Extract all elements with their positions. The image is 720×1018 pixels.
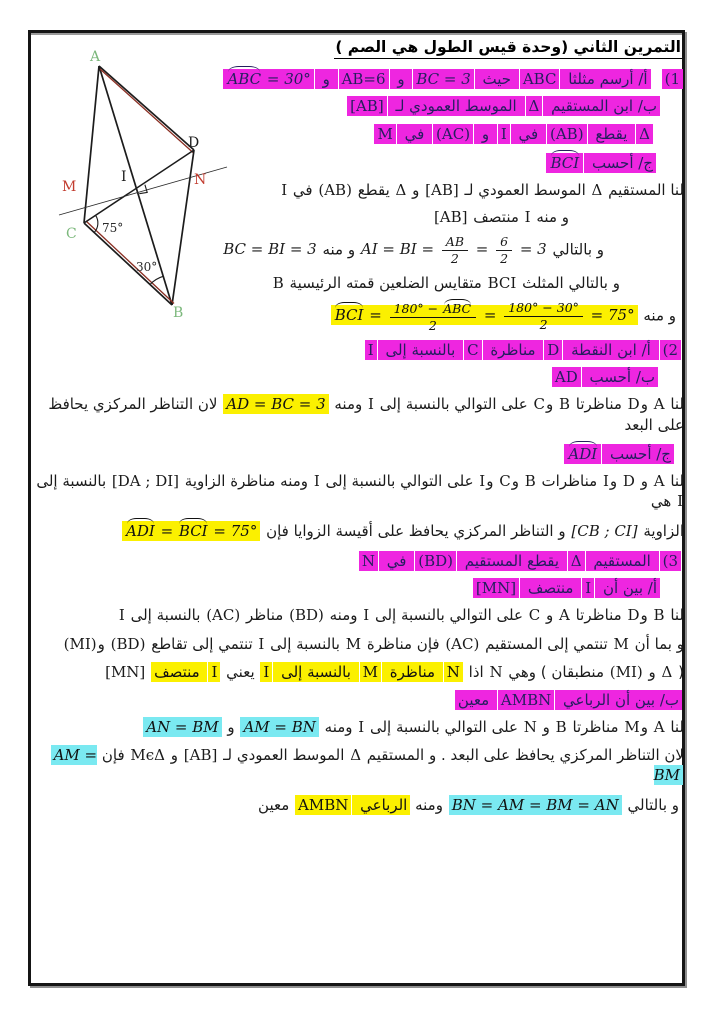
text-segment: هي	[650, 492, 677, 511]
text-segment: على التوالي بالنسبة إلى	[320, 472, 479, 490]
highlighted-text: AM = BM	[51, 745, 683, 785]
text-segment: تنتمي إلى تقاطع	[146, 634, 258, 653]
text-segment: و	[166, 745, 183, 764]
text-segment: و	[97, 634, 110, 653]
text-segment: [MN]	[105, 662, 146, 681]
highlighted-text: (BD)	[415, 551, 456, 571]
text-segment: [AB]	[425, 181, 459, 199]
text-segment: و	[541, 606, 558, 625]
text-segment: و	[537, 718, 555, 737]
text-segment: B	[272, 273, 284, 292]
text-segment: I	[677, 492, 683, 511]
text-segment: D	[627, 395, 640, 414]
text-line	[36, 442, 674, 464]
text-line	[36, 690, 682, 710]
text-segment: AI = BI = $\frac{AB}{2}$ = $\frac{6}{2}$ = 3	[360, 233, 547, 266]
text-segment: [AB]	[183, 745, 218, 764]
text-segment: I	[602, 472, 609, 490]
highlighted-text: ج/ أحسب	[584, 153, 656, 173]
highlighted-text: AM = BN	[240, 717, 318, 737]
text-segment: (	[673, 662, 684, 681]
text-line	[36, 519, 684, 541]
text-segment: I	[258, 634, 265, 653]
highlighted-text: ABC	[520, 69, 560, 89]
text-segment: متقايس الضلعين قمته الرئيسية	[284, 273, 487, 292]
text-segment: و التناظر المركزي يحافظ على أقيسة الزوايا فإن	[261, 521, 571, 540]
highlighted-text: N	[359, 551, 378, 571]
highlighted-text: (AB)	[547, 124, 587, 144]
text-segment: و بالتالي المثلث	[517, 273, 620, 292]
highlighted-text: أ/ أرسم مثلثا	[560, 69, 650, 89]
highlighted-text: AB=6	[339, 69, 389, 89]
highlighted-text: مناظرة	[382, 662, 443, 682]
text-segment: و منه	[638, 306, 676, 325]
fraction: $\frac{AB}{2}$	[442, 235, 468, 266]
highlighted-text: مناظرة	[483, 340, 544, 360]
text-segment: يعني	[221, 662, 260, 681]
highlighted-text: C	[464, 340, 481, 360]
text-segment: الموسط العمودي لـ	[459, 181, 591, 199]
text-segment: (MI)	[63, 634, 97, 653]
text-line	[36, 471, 684, 512]
text-segment: و بما أن	[629, 634, 684, 653]
highlighted-text: [MN]	[473, 578, 519, 598]
highlighted-text: [AB]	[347, 96, 387, 116]
text-segment: لنا	[665, 472, 684, 490]
text-segment: I	[281, 181, 288, 199]
text-segment: منطبقان ) وهي	[503, 662, 609, 681]
text-segment: (AC)	[445, 634, 480, 653]
highlighted-text: ABC = 30°	[223, 69, 313, 89]
highlighted-text: و	[315, 69, 338, 89]
text-segment: Δ	[661, 662, 673, 681]
text-line	[36, 273, 620, 293]
text-segment: I	[479, 472, 486, 490]
text-segment: ومنه	[319, 718, 358, 737]
highlighted-text: (3	[660, 551, 681, 571]
text-segment: I	[358, 718, 365, 737]
page-title: التمرين الثاني (وحدة قيس الطول هي الصم )	[334, 38, 682, 59]
figure-label-D: D	[188, 135, 200, 151]
text-segment: Δ	[591, 181, 603, 199]
text-segment: MϵΔ	[130, 745, 166, 764]
text-segment: و	[640, 606, 653, 625]
highlighted-text: (1	[662, 69, 683, 89]
highlighted-text: AN = BM	[143, 717, 221, 737]
highlighted-text: I	[365, 340, 377, 360]
text-segment: تنتمي إلى المستقيم	[480, 634, 613, 653]
figure-label-M: M	[62, 179, 77, 195]
text-line	[36, 717, 684, 737]
highlighted-text: Δ	[636, 124, 653, 144]
text-segment: مناظرتا	[570, 606, 627, 625]
text-segment: BC = BI = 3	[223, 240, 317, 258]
text-segment: M	[613, 634, 629, 653]
text-segment: C	[528, 606, 541, 625]
text-segment: معين	[258, 796, 295, 814]
highlighted-text: في	[379, 551, 414, 571]
text-segment: الزاوية	[638, 521, 684, 540]
highlighted-text: الرباعي	[352, 795, 410, 815]
text-segment: و	[407, 181, 425, 199]
text-segment: مناظرات	[536, 472, 602, 490]
text-segment: و منه	[317, 240, 360, 258]
highlighted-text: أ/ بين أن	[595, 578, 660, 598]
highlighted-text: N	[444, 662, 463, 682]
highlighted-text: منتصف	[520, 578, 581, 598]
text-segment: مناظرتا	[567, 718, 624, 737]
text-segment: Δ	[395, 181, 407, 199]
text-segment: N	[523, 718, 537, 737]
highlighted-text: AMBN	[498, 690, 554, 710]
text-segment: (AC)	[206, 606, 241, 625]
figure-label-C: C	[66, 226, 77, 242]
highlighted-text: M	[374, 124, 395, 144]
text-segment: M	[624, 718, 640, 737]
highlighted-text: ب/ بين أن الرباعي	[555, 690, 682, 710]
text-line	[36, 340, 682, 360]
text-line	[36, 300, 676, 333]
text-segment: (BD)	[110, 634, 146, 653]
highlighted-text: AMBN	[295, 795, 351, 815]
text-segment: و بالتالي	[622, 796, 679, 814]
text-line	[36, 367, 658, 387]
text-line	[36, 634, 684, 654]
fraction: $\frac{\text{180° − ABC}}{2}$	[390, 300, 477, 333]
highlighted-text: BCI	[546, 153, 583, 173]
highlighted-text: في	[511, 124, 546, 144]
highlighted-text: معين	[455, 690, 497, 710]
text-segment: A	[653, 718, 665, 737]
highlighted-text: ADI	[564, 444, 601, 464]
text-segment: مناظرتا	[571, 395, 627, 414]
figure-label-30deg: 30°	[136, 260, 158, 274]
text-line	[36, 151, 656, 173]
highlighted-text: BN = AM = BM = AN	[449, 795, 622, 815]
text-segment: I	[313, 472, 320, 490]
highlighted-text: ب/ ابن المستقيم	[543, 96, 660, 116]
text-segment: [DA ; DI]	[111, 472, 180, 490]
highlighted-text: يقطع المستقيم	[457, 551, 567, 571]
text-segment: C	[499, 472, 511, 490]
highlighted-text: AD = BC = 3	[223, 394, 328, 414]
highlighted-text: ج/ أحسب	[602, 444, 674, 464]
text-segment: بالنسبة إلى	[36, 472, 111, 490]
text-segment: و	[635, 472, 653, 490]
text-segment: بالنسبة إلى	[125, 606, 206, 625]
text-segment: فإن	[97, 745, 130, 764]
figure-label-A: A	[90, 49, 101, 65]
text-line	[36, 67, 684, 89]
fraction: $\frac{6}{2}$	[496, 235, 512, 266]
highlighted-text: يقطع	[588, 124, 636, 144]
text-segment: (AB)	[318, 181, 352, 199]
text-segment: مناظر	[241, 606, 289, 625]
text-segment: I	[118, 606, 125, 625]
text-segment: Δ	[350, 745, 362, 764]
text-segment: B	[559, 395, 571, 414]
text-segment: و	[640, 395, 653, 414]
text-line	[36, 207, 569, 227]
text-segment: لان التناظر المركزي يحافظ على البعد . و المستقيم	[362, 745, 684, 764]
text-segment: و	[486, 472, 499, 490]
text-segment: لان التناظر المركزي يحافظ على البعد	[48, 395, 684, 434]
highlighted-text: I	[260, 662, 272, 682]
highlighted-text: و	[474, 124, 497, 144]
document-content	[36, 36, 684, 822]
highlighted-text: بالنسبة إلى	[378, 340, 463, 360]
text-segment: اذا	[463, 662, 489, 681]
text-segment: A	[653, 395, 665, 414]
text-line	[36, 795, 679, 815]
text-line	[36, 124, 654, 144]
highlighted-text: I	[498, 124, 510, 144]
highlighted-text: (AC)	[433, 124, 473, 144]
highlighted-text: في	[397, 124, 432, 144]
text-segment: I	[363, 606, 370, 625]
text-segment: [AB]	[433, 208, 468, 227]
text-segment: و منه	[531, 208, 569, 227]
text-segment: لنا	[665, 395, 684, 414]
figure-label-N: N	[194, 172, 207, 188]
text-segment: ومنه	[329, 395, 368, 414]
highlighted-text: ب/ أحسب	[582, 367, 658, 387]
highlighted-text: بالنسبة إلى	[273, 662, 358, 682]
text-segment: يقطع	[352, 181, 395, 199]
text-segment: و	[511, 472, 524, 490]
text-segment: B	[555, 718, 567, 737]
highlighted-text: منتصف	[151, 662, 207, 682]
text-segment: N	[489, 662, 503, 681]
highlighted-text: المستقيم	[586, 551, 659, 571]
fraction: $\frac{180^\circ - 30^\circ}{2}$	[504, 301, 583, 332]
text-line	[36, 96, 660, 116]
highlighted-text: حيث	[475, 69, 519, 89]
text-segment: D	[622, 472, 635, 490]
text-segment: A	[559, 606, 570, 625]
figure-label-I: I	[121, 169, 127, 185]
highlighted-text: Δ	[568, 551, 585, 571]
text-segment: (BD)	[289, 606, 324, 625]
text-segment: BCI	[487, 273, 517, 292]
text-segment: A	[653, 472, 665, 490]
text-line	[36, 605, 684, 625]
text-segment: لنا	[665, 606, 684, 625]
text-segment: ومنه	[410, 796, 448, 814]
text-segment: على التوالي بالنسبة إلى	[374, 395, 533, 414]
text-segment: و	[609, 472, 622, 490]
text-segment: في	[288, 181, 318, 199]
text-line	[36, 662, 684, 682]
text-segment: و	[640, 718, 653, 737]
text-segment: و	[545, 395, 558, 414]
text-segment: I	[368, 395, 374, 414]
text-segment: D	[627, 606, 640, 625]
text-line	[36, 235, 604, 266]
text-line	[36, 551, 682, 571]
text-segment: بالنسبة إلى	[265, 634, 345, 653]
figure-label-B: B	[173, 305, 184, 321]
highlighted-text: D	[544, 340, 562, 360]
text-segment: B	[524, 472, 536, 490]
figure-label-75deg: 75°	[102, 221, 124, 235]
highlighted-text: Δ	[526, 96, 543, 116]
highlighted-text: (2	[660, 340, 681, 360]
content-lines	[36, 67, 684, 815]
highlighted-text: أ/ ابن النقطة	[563, 340, 658, 360]
text-line	[36, 745, 684, 786]
text-segment: ومنه	[324, 606, 363, 625]
text-segment: [CB ; CI]	[571, 521, 638, 540]
text-segment: و بالتالي	[547, 240, 604, 258]
text-segment: C	[533, 395, 545, 414]
text-segment: I	[524, 208, 531, 227]
highlighted-text: BC = 3	[413, 69, 473, 89]
text-segment: و	[643, 662, 661, 681]
text-segment: ومنه مناظرة الزاوية	[180, 472, 313, 490]
highlighted-text: I	[582, 578, 594, 598]
highlighted-text: ADI = BCI = 75°	[122, 521, 260, 541]
text-line	[36, 180, 684, 200]
highlighted-text: I	[208, 662, 220, 682]
highlighted-text: BCI = $\frac{\text{180° − ABC}}{2}$ = $\frac{180^\circ - 30^\circ}{2}$ = 75°	[331, 305, 638, 325]
text-segment: لنا	[665, 718, 684, 737]
text-segment: و	[222, 718, 240, 737]
text-segment: على التوالي بالنسبة إلى	[370, 606, 528, 625]
text-segment: الموسط العمودي لـ	[218, 745, 350, 764]
text-segment: فإن مناظرة	[362, 634, 445, 653]
text-line	[36, 394, 684, 435]
text-segment: على التوالي بالنسبة إلى	[365, 718, 523, 737]
text-segment: (MI)	[609, 662, 643, 681]
text-segment: B	[653, 606, 665, 625]
highlighted-text: الموسط العمودي لـ	[388, 96, 525, 116]
highlighted-text: M	[360, 662, 381, 682]
highlighted-text: AD	[552, 367, 581, 387]
text-line	[36, 578, 660, 598]
text-segment: لنا المستقيم	[603, 181, 684, 199]
text-segment: منتصف	[468, 208, 524, 227]
text-segment: M	[345, 634, 362, 653]
highlighted-text: و	[390, 69, 413, 89]
